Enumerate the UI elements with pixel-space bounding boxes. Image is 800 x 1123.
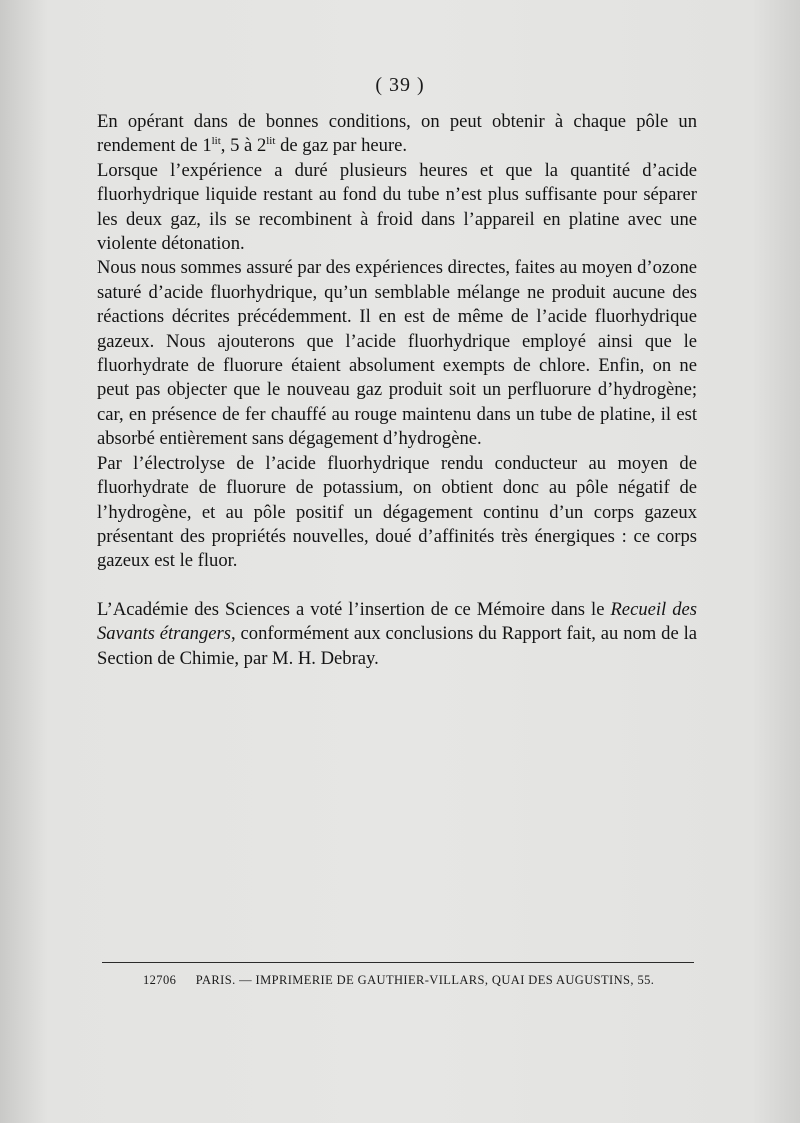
body-text <box>97 110 697 671</box>
paragraph <box>97 110 697 159</box>
text-run: , 5 à 2 <box>220 135 267 157</box>
superscript-unit: lit <box>266 135 276 148</box>
imprint-text: PARIS. — IMPRIMERIE DE GAUTHIER-VILLARS, QUAI DES AUGUSTINS, 55. <box>195 973 655 987</box>
imprint-number: 12706 <box>143 973 177 987</box>
footer-rule <box>102 962 694 963</box>
superscript-unit: lit <box>211 135 221 148</box>
text-run: L’Académie des Sciences a voté l’insertion de ce Mémoire dans le <box>97 598 611 620</box>
paragraph <box>97 598 697 671</box>
paragraph: Lorsque l’expérience a duré plusieurs heures et que la quantité d’acide fluorhydrique liquide restant au fond du tube n’est plus suffisante pour séparer les deux gaz, ils se recombinent à froid dans l’appareil en platine avec une violente détonation. <box>97 159 697 255</box>
paragraph: Par l’électrolyse de l’acide fluorhydrique rendu conducteur au moyen de fluorhydrate de fluorure de potassium, on obtient donc au pôle négatif de l’hydrogène, et au pôle positif un dégagement continu d’un corps gazeux présentant des propriétés nouvelles, doué d’affinités très énergiques : ce corps gazeux est le fluor. <box>97 452 697 572</box>
text-run: de gaz par heure. <box>275 135 408 157</box>
italic-title: Recueil des Savants étrangers <box>97 598 697 645</box>
page-number: ( 39 ) <box>375 74 425 96</box>
text-run: En opérant dans de bonnes conditions, on peut obtenir à chaque pôle un rendement de 1 <box>97 111 697 157</box>
paragraph: Nous nous sommes assuré par des expériences directes, faites au moyen d’ozone saturé d’acide fluorhydrique, qu’un semblable mélange ne produit aucune des réactions décrites précédemment. Il en est de même de l’acide fluorhydrique gazeux. Nous ajouterons que l’acide fluorhydrique employé ainsi que le fluorhydrate de fluorure étaient absolument exempts de chlore. Enfin, on ne peut pas objecter que le nouveau gaz produit soit un perfluorure d’hydrogène; car, en présence de fer chauffé au rouge maintenu dans un tube de platine, il est absorbé entièrement sans dégagement d’hydrogène. <box>97 257 697 450</box>
paragraph-gap <box>97 574 697 598</box>
text-run: , conformément aux conclusions du Rapport fait, au nom de la Section de Chimie, par M. H. Debray. <box>97 623 697 669</box>
printer-imprint <box>143 973 654 988</box>
